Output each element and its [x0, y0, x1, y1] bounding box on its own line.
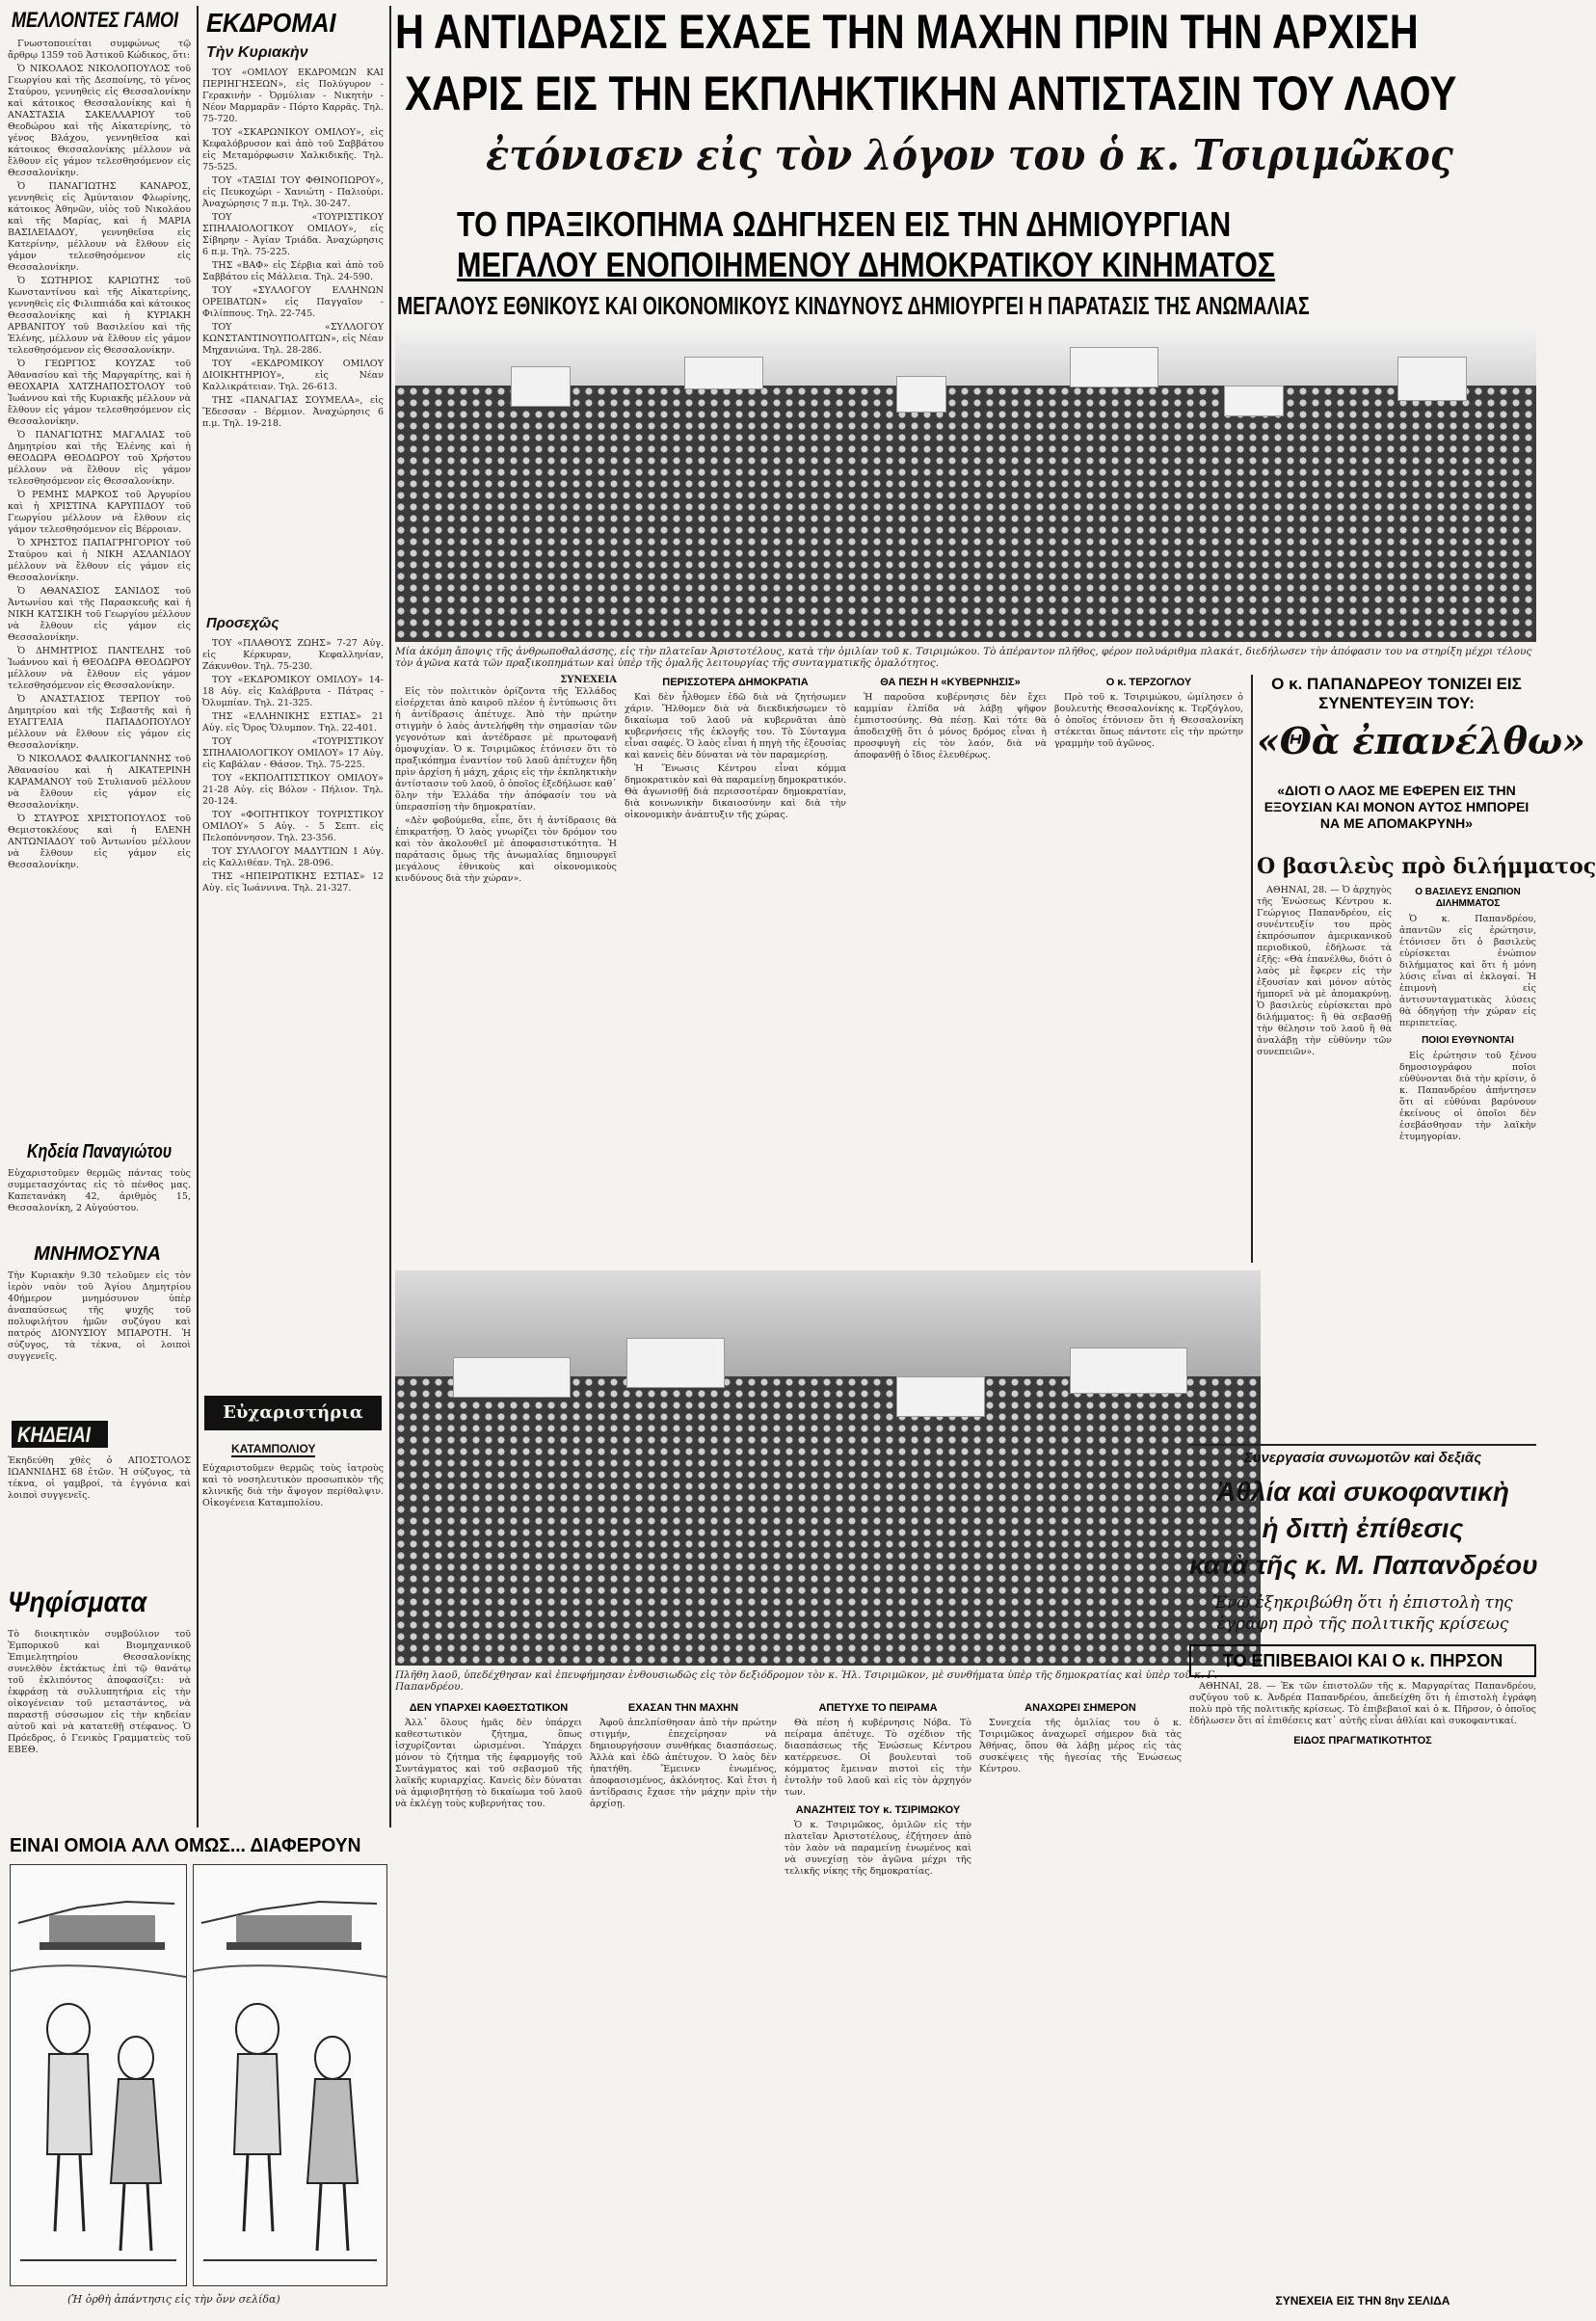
- article-paragraph-2: «Δὲν φοβούμεθα, εἶπε, ὅτι ἡ ἀντίδρασις θὰ ἐπικρατήσῃ. Ὁ λαὸς γνωρίζει τὸν δρόμον του καὶ τὸν ἀκολουθεῖ μὲ ἀποφασιστικότητα. Ἡ παράτασις ὅμως τῆς ἀνωμαλίας δημιουργεῖ μεγάλους ἐθνικοὺς καὶ οἰκονομικοὺς κινδύνους διὰ τὴν χώραν».: [395, 815, 617, 884]
- article-subhead-1: ΠΕΡΙΣΣΟΤΕΡΑ ΔΗΜΟΚΡΑΤΙΑ: [662, 677, 809, 688]
- thanks-text: Εὐχαριστοῦμεν θερμῶς πάντας τοὺς συμμετασχόντας εἰς τὸ πένθος μας. Καπετανάκη 42, ἀριθμὸς 15, Θεσσαλονίκη, 2 Αὐγούστου.: [8, 1168, 191, 1214]
- interview-text: ΑΘΗΝΑΙ, 28. — Ὁ ἀρχηγὸς τῆς Ἑνώσεως Κέντρου κ. Γεώργιος Παπανδρέου, εἰς συνέντευξίν του πρὸς ἐκπρόσωπον ἀμερικανικοῦ περιοδικοῦ, ἐδήλωσε τὰ ἑξῆς: «Θὰ ἐπανέλθω, διότι ὁ λαὸς μὲ ἔφερεν εἰς τὴν ἐξουσίαν καὶ μόνον αὐτὸς ἠμπορεῖ νὰ μὲ ἀπομακρύνῃ. Ὁ βασιλεὺς εὑρίσκεται πρὸ διλήμματος: ἢ θὰ σεβασθῇ τὴν θέλησιν τοῦ λαοῦ ἢ θὰ ἀναλάβῃ τὴν εὐθύνην τῶν συνεπειῶν».: [1257, 885, 1392, 1057]
- attack-headline-2: ἡ διττὴ ἐπίθεσις: [1262, 1513, 1464, 1543]
- attack-headline-3: κατὰ τῆς κ. Μ. Παπανδρέου: [1189, 1550, 1538, 1580]
- photo-crowd-street: [395, 1270, 1261, 1666]
- article-paragraph-8: Θὰ πέση ἡ κυβέρνησις Νόβα. Τὸ πείραμα ἀπέτυχε. Τὸ σχέδιον τῆς διασπάσεως τῆς Ἑνώσεως Κέντρου κατέρρευσε. Οἱ βουλευταὶ τοῦ κόμματος ἔμειναν πιστοὶ εἰς τὴν ἐντολὴν τοῦ λαοῦ καὶ εἰς τὸν ἀρχηγόν των.: [785, 1718, 971, 1798]
- memorial-title: ΜΝΗΜΟΣΥΝΑ: [34, 1243, 161, 1265]
- article-paragraph-5: Ἀλλ᾽ ὅλους ἡμᾶς δὲν ὑπάρχει καθεστωτικὸν ζήτημα, ὅπως ἰσχυρίζονται ὡρισμένοι. Ὑπάρχει μόνον τὸ ζήτημα τῆς ἐφαρμογῆς τοῦ Συντάγματος καὶ τοῦ σεβασμοῦ τῆς λαϊκῆς κυριαρχίας. Κανεὶς δὲν δύναται νὰ ἀμφισβητήσῃ τὸ δικαίωμα τοῦ λαοῦ νὰ ἐκλέγῃ τοὺς κυβερνήτας του.: [395, 1718, 582, 1809]
- headline-line-3: ἐτόνισεν εἰς τὸν λόγον του ὁ κ. Τσιριμῶκος: [486, 131, 1453, 180]
- article-subhead-2: ΔΕΝ ΥΠΑΡΧΕΙ ΚΑΘΕΣΤΩΤΙΚΟΝ: [409, 1702, 569, 1714]
- article-col-3: [854, 675, 1047, 1259]
- article-col-1: [395, 675, 617, 1259]
- interview-subhead-2: Ο ΒΑΣΙΛΕΥΣ ΕΝΩΠΙΟΝ ΔΙΛΗΜΜΑΤΟΣ: [1415, 887, 1521, 909]
- cartoon-title: ΕΙΝΑΙ ΟΜΟΙΑ ΑΛΛ ΟΜΩΣ... ΔΙΑΦΕΡΟΥΝ: [10, 1835, 361, 1856]
- funeral-title-box: [12, 1421, 108, 1448]
- rule-left: [197, 6, 199, 1827]
- rule-right: [1251, 675, 1253, 1263]
- headline-line-2: ΧΑΡΙΣ ΕΙΣ ΤΗΝ ΕΚΠΛΗΚΤΙΚΗΝ ΑΝΤΙΣΤΑΣΙΝ ΤΟΥ ΛΑΟΥ: [405, 67, 1457, 120]
- rule-main: [389, 6, 391, 1827]
- weddings-title: ΜΕΛΛΟΝΤΕΣ ΓΑΜΟΙ: [12, 8, 179, 32]
- article-col-6: [590, 1700, 777, 2315]
- interview-quote: «Θὰ ἐπανέλθω»: [1257, 719, 1585, 762]
- article-col-2: [625, 675, 846, 1259]
- attack-sub: Ἐνῷ ἐξηκριβώθη ὅτι ἡ ἐπιστολὴ της ἐγράφη πρὸ τῆς πολιτικῆς κρίσεως: [1212, 1593, 1513, 1634]
- interview-head2: Ο βασιλεὺς πρὸ διλήμματος: [1257, 854, 1596, 879]
- photo1-caption: Μία ἀκόμη ἄποψις τῆς ἀνθρωποθαλάσσης, εἰς τὴν πλατεῖαν Ἀριστοτέλους, κατὰ τὴν ὁμιλίαν τοῦ κ. Τσιριμώκου. Τὸ ἀπέραντον πλῆθος, φέρον πολυάριθμα πλακάτ, διεδήλωσεν τὴν ἀπόφασιν του να στηρίξη μέχρι τέλους τὸν ἀγῶνα κατὰ τῶν πραξικοπημάτων καὶ ὑπὲρ τῆς ὁμαλῆς λειτουργίας τῆς συνταγματικῆς ὁμαλότητος.: [395, 646, 1532, 669]
- article-col-7: [785, 1700, 971, 2315]
- headline-line-1: Η ΑΝΤΙΔΡΑΣΙΣ ΕΧΑΣΕ ΤΗΝ ΜΑΧΗΝ ΠΡΙΝ ΤΗΝ ΑΡΧΙΣΗ: [395, 5, 1419, 59]
- second-column: [202, 6, 386, 1827]
- memorial-text: Τὴν Κυριακὴν 9.30 τελοῦμεν εἰς τὸν ἱερὸν ναὸν τοῦ Ἁγίου Δημητρίου 40ήμερον μνημόσυνον ὑπὲρ ἀναπαύσεως τῆς ψυχῆς τοῦ πολυφιλήτου ἡμῶν συζύγου καὶ πατρός ΔΙΟΝΥΣΙΟΥ ΜΠΑΡΟΤΗ. Ἡ σύζυγος, τὰ τέκνα, οἱ λοιποὶ συγγενεῖς.: [8, 1270, 191, 1362]
- article-paragraph-10: Συνεχεία τῆς ὁμιλίας του ὁ κ. Τσιριμῶκος ἀναχωρεῖ σήμερον διὰ τὰς Ἀθήνας, ὅπου θὰ λάβῃ μέρος εἰς τὰς συσκέψεις τῆς ἡγεσίας τῆς Ἑνώσεως Κέντρου.: [979, 1718, 1182, 1774]
- cartoon-drawing-left: [11, 1865, 186, 2285]
- interview-text-2: Ὁ κ. Παπανδρέου, ἀπαντῶν εἰς ἐρώτησιν, ἐτόνισεν ὅτι ὁ βασιλεὺς εὑρίσκεται ἐνώπιον διλήμματος καὶ ὅτι ἡ μόνη λύσις εἶναι αἱ ἐκλογαί. Ἡ ἐπιμονὴ εἰς ἀντισυνταγματικὰς λύσεις θὰ ὁδηγήσῃ τὴν χώραν εἰς περιπετείας.: [1399, 914, 1536, 1028]
- excursions-text: ΤΟΥ «ΟΜΙΛΟΥ ΕΚΔΡΟΜΩΝ ΚΑΙ ΠΕΡΙΗΓΗΣΕΩΝ», εἰς Πολύγυρον - Γερακινὴν - Ὀρμύλιαν - Νικητὴν - Νέον Μαρμαρᾶν - Πόρτο Καρρᾶς. Τηλ. 75-720. ΤΟΥ «ΣΚΑΡΩΝΙΚΟΥ ΟΜΙΛΟΥ», εἰς Κεφαλόβρυσον καὶ ἀπὸ τοῦ Σαββάτου εἰς Μεταμόρφωσιν Χαλκιδικῆς. Τηλ. 75-525. ΤΟΥ «ΤΑΞΙΔΙ ΤΟΥ ΦΘΙΝΟΠΩΡΟΥ», εἰς Πευκοχώρι - Χανιώτη - Παλιούρι. Ἀναχώρησις 7 π.μ. Τηλ. 30-247. ΤΟΥ «ΤΟΥΡΙΣΤΙΚΟΥ ΣΠΗΛΑΙΟΛΟΓΙΚΟΥ ΟΜΙΛΟΥ», εἰς Σίβηρην - Ἁγίαν Τριάδα. Ἀναχώρησις 6 π.μ. Τηλ. 75-225. ΤΗΣ «ΒΑΦ» εἰς Σέρβια καὶ ἀπὸ τοῦ Σαββάτου εἰς Μάλλεια. Τηλ. 24-590. ΤΟΥ «ΣΥΛΛΟΓΟΥ ΕΛΛΗΝΩΝ ΟΡΕΙΒΑΤΩΝ» εἰς Παγγαῖον - Φιλίππους. Τηλ. 22-745. ΤΟΥ «ΣΥΛΛΟΓΟΥ ΚΩΝΣΤΑΝΤΙΝΟΥΠΟΛΙΤΩΝ», εἰς Νέαν Μηχανιώνα. Τηλ. 28-286. ΤΟΥ «ΕΚΔΡΟΜΙΚΟΥ ΟΜΙΛΟΥ ΔΙΟΙΚΗΤΗΡΙΟΥ», εἰς Νέαν Καλλικράτειαν. Τηλ. 26-613. ΤΗΣ «ΠΑΝΑΓΙΑΣ ΣΟΥΜΕΛΑ», εἰς Ἔδεσσαν - Βέρμιον. Ἀναχώρησις 6 π.μ. Τηλ. 19-218.: [202, 67, 384, 429]
- photo-crowd-square: [395, 328, 1536, 642]
- cartoon-panel-right: [193, 1864, 387, 2286]
- funeral-text: Ἐκηδεύθη χθὲς ὁ ΑΠΟΣΤΟΛΟΣ ΙΩΑΝΝΙΔΗΣ 68 ἐτῶν. Ἡ σύζυγος, τὰ τέκνα, οἱ γαμβροί, τὰ ἐγγόνια καὶ λοιποὶ συγγενεῖς.: [8, 1455, 191, 1501]
- upcoming-text: ΤΟΥ «ΠΛΑΘΟΥΣ ΖΩΗΣ» 7-27 Αὐγ. εἰς Κέρκυραν, Κεφαλληνίαν, Ζάκυνθον. Τηλ. 75-230. ΤΟΥ «ΕΚΔΡΟΜΙΚΟΥ ΟΜΙΛΟΥ» 14-18 Αὐγ. εἰς Καλάβρυτα - Πάτρας - Ὀλυμπίαν. Τηλ. 21-325. ΤΗΣ «ΕΛΛΗΝΙΚΗΣ ΕΣΤΙΑΣ» 21 Αὐγ. εἰς Ὄρος Ὄλυμπον. Τηλ. 22-401. ΤΟΥ «ΤΟΥΡΙΣΤΙΚΟΥ ΣΠΗΛΑΙΟΛΟΓΙΚΟΥ ΟΜΙΛΟΥ» 17 Αὐγ. εἰς Καβάλαν - Θάσον. Τηλ. 75-225. ΤΟΥ «ΕΚΠΟΛΙΤΙΣΤΙΚΟΥ ΟΜΙΛΟΥ» 21-28 Αὐγ. εἰς Βόλον - Πήλιον. Τηλ. 20-124. ΤΟΥ «ΦΟΙΤΗΤΙΚΟΥ ΤΟΥΡΙΣΤΙΚΟΥ ΟΜΙΛΟΥ» 5 Αὐγ. - 5 Σεπτ. εἰς Πελοπόννησον. Τηλ. 23-356. ΤΟΥ ΣΥΛΛΟΓΟΥ ΜΑΔΥΤΙΩΝ 1 Αὐγ. εἰς Καλλιθέαν. Τηλ. 28-096. ΤΗΣ «ΗΠΕΙΡΩΤΙΚΗΣ ΕΣΤΙΑΣ» 12 Αὐγ. εἰς Ἰωάννινα. Τηλ. 21-327.: [202, 638, 384, 894]
- upcoming-title: Προσεχῶς: [206, 615, 279, 631]
- article-subhead-3: ΕΧΑΣΑΝ ΤΗΝ ΜΑΧΗΝ: [627, 1702, 739, 1714]
- article-paragraph-1: Εἰς τὸν πολιτικὸν ὁρίζοντα τῆς Ἑλλάδος εἰσέρχεται ἀπὸ καιροῦ πλέον ἡ ἐντύπωσις ὅτι ἡ ἀντίδρασις ἀπέτυχε. Ἀπὸ τὴν πρώτην στιγμὴν ὁ λαὸς ἀντελήφθη τὴν σημασίαν τῶν γεγονότων καὶ ἀντέδρασε μὲ πρωτοφανῆ ὁμοψυχίαν. Ὁ κ. Τσιριμῶκος ἐτόνισεν ὅτι τὸ πραξικόπημα ἐναντίον τοῦ λαοῦ ἀπέτυχεν ἤδη πρὶν ἀρχίση ἡ μάχη, χάρις εἰς τὴν ἐκπληκτικὴν ἀντίστασιν τοῦ λαοῦ, ὁ ὁποῖος ἐξεδήλωσε καθ᾽ ὅλην τὴν Ἑλλάδα τὴν ἀπόφασίν του νὰ ὑπερασπίσῃ τὴν δημοκρατίαν.: [395, 686, 617, 813]
- interview-subhead-3: ΠΟΙΟΙ ΕΥΘΥΝΟΝΤΑΙ: [1422, 1035, 1514, 1046]
- attack-sub2-box: [1189, 1644, 1536, 1677]
- article-paragraph-3: Καὶ δὲν ἦλθομεν ἐδῶ διὰ νὰ ζητήσωμεν χάριν. Ἤλθομεν διὰ νὰ διεκδικήσωμεν τὸ δικαίωμα τοῦ λαοῦ νὰ κυβερνᾶται ἀπὸ κυβερνήσεις τῆς ἐκλογῆς του. Τὸ Σύνταγμα εἶναι σαφές. Ὁ λαὸς εἶναι ἡ πηγὴ τῆς ἐξουσίας καὶ κανεὶς δὲν δύναται νὰ τὸν παραμερίσῃ.: [625, 692, 846, 760]
- headline-line-6: ΜΕΓΑΛΟΥΣ ΕΘΝΙΚΟΥΣ ΚΑΙ ΟΙΚΟΝΟΜΙΚΟΥΣ ΚΙΝΔΥΝΟΥΣ ΔΗΜΙΟΥΡΓΕΙ Η ΠΑΡΑΤΑΣΙΣ ΤΗΣ ΑΝΩΜΑΛΙΑΣ: [397, 291, 1310, 320]
- article-continued-label: ΣΥΝΕΧΕΙΑ: [560, 675, 617, 685]
- headline-line-4: ΤΟ ΠΡΑΞΙΚΟΠΗΜΑ ΩΔΗΓΗΣΕΝ ΕΙΣ ΤΗΝ ΔΗΜΙΟΥΡΓΙΑΝ: [457, 204, 1232, 244]
- cartoon-panel-left: [10, 1864, 187, 2286]
- article-subhead-7: ΑΝΑΧΩΡΕΙ ΣΗΜΕΡΟΝ: [1024, 1702, 1136, 1714]
- attack-headline-1: Ἀθλία καὶ συκοφαντικὴ: [1216, 1477, 1509, 1507]
- article-subhead-4: ΘΑ ΠΕΣΗ Η «ΚΥΒΕΡΝΗΣΙΣ»: [880, 677, 1021, 688]
- decisions-text: Τὸ διοικητικὸν συμβούλιον τοῦ Ἐμπορικοῦ καὶ Βιομηχανικοῦ Ἐπιμελητηρίου Θεσσαλονίκης συνελθὸν ἐκτάκτως ἐπὶ τῷ θανάτῳ τοῦ ἐκλιπόντος ἀποφασίζει: νὰ ἐκφράσῃ τὰ συλλυπητήρια εἰς τὴν οἰκογένειαν τοῦ μεταστάντος, νὰ παραστῇ σύσσωμον εἰς τὴν κηδείαν αὐτοῦ καὶ νὰ κατατεθῇ στέφανος. Ὁ Πρόεδρος, ὁ Γενικὸς Γραμματεὺς τοῦ ΕΒΕΘ.: [8, 1629, 191, 1755]
- attack-sub2: ΤΟ ΕΠΙΒΕΒΑΙΟΙ ΚΑΙ Ο κ. ΠΗΡΣΟΝ: [1222, 1651, 1503, 1670]
- thanks-box-title: Εὐχαριστήρια: [223, 1402, 363, 1423]
- article-paragraph-11: Πρὸ τοῦ κ. Τσιριμώκου, ὡμίλησεν ὁ βουλευτὴς Θεσσαλονίκης κ. Τερζόγλου, ὁ ὁποῖος ἐτόνισεν ὅτι ἡ Θεσσαλονίκη στέκεται ὅπως πάντοτε εἰς τὴν πρώτην γραμμὴν τοῦ ἀγῶνος.: [1054, 692, 1243, 749]
- decisions-title: Ψηφίσματα: [8, 1587, 147, 1618]
- article-col-5: [395, 1700, 582, 2315]
- article-subhead-5: ΑΠΕΤΥΧΕ ΤΟ ΠΕΙΡΑΜΑ: [818, 1702, 938, 1714]
- thanks-box-text: Εὐχαριστοῦμεν θερμῶς τοὺς ἰατροὺς καὶ τὸ νοσηλευτικὸν προσωπικὸν τῆς κλινικῆς διὰ τὴν ἄψογον περίθαλψιν. Οἰκογένεια Καταμπολίου.: [202, 1463, 384, 1508]
- photo2-caption: Πλῆθη λαοῦ, ὑπεδέχθησαν καὶ ἐπευφήμησαν ἐνθουσιωδῶς εἰς τὸν δεξιόδρομον τὸν κ. Ἠλ. Τσιριμῶκον, μὲ συνθήματα ὑπὲρ τῆς δημοκρατίας καὶ ὑπὲρ τοῦ κ. Γ. Παπανδρέου.: [395, 1669, 1218, 1693]
- article-paragraph-9: Ὁ κ. Τσιριμῶκος, ὁμιλῶν εἰς τὴν πλατεῖαν Ἀριστοτέλους, ἐζήτησεν ἀπὸ τὸν λαὸν νὰ παραμείνῃ ἑνωμένος καὶ νὰ συνεχίσῃ τὸν ἀγῶνα μέχρι τῆς τελικῆς νίκης τῆς δημοκρατίας.: [785, 1820, 971, 1877]
- attack-text: ΑΘΗΝΑΙ, 28. — Ἐκ τῶν ἐπιστολῶν τῆς κ. Μαργαρίτας Παπανδρέου, συζύγου τοῦ κ. Ἀνδρέα Παπανδρέου, ἀπεδείχθη ὅτι ἡ ἐπιστολὴ ἐγράφη πολὺ πρὸ τῆς πολιτικῆς κρίσεως. Τὸ ἐπιβεβαιοῖ καὶ ὁ κ. Πῆρσον, ὁ ὁποῖος ἐδήλωσεν ὅτι αἱ ἐπιθέσεις κατ᾽ αὐτῆς εἶναι ἀθλίαι καὶ συκοφαντικαί. ΕΙΔΟΣ ΠΡΑΓΜΑΤΙΚΟΤΗΤΟΣ: [1189, 1681, 1536, 1747]
- article-paragraph-7: Ἡ παροῦσα κυβέρνησις δὲν ἔχει καμμίαν ἐλπίδα νὰ λάβῃ ψῆφον ἐμπιστοσύνης. Θὰ πέσῃ. Καὶ τότε θὰ ἀποδειχθῇ ὅτι ὁ μόνος δρόμος εἶναι ἡ προσφυγὴ εἰς τὸν λαόν, διὰ νὰ ἀποφανθῇ ὁ ἴδιος ἐλευθέρως.: [854, 692, 1047, 760]
- cartoon-drawing-right: [194, 1865, 386, 2285]
- article-subhead-6: ΑΝΑΖΗΤΕΙΣ ΤΟΥ κ. ΤΣΙΡΙΜΩΚΟΥ: [795, 1804, 961, 1816]
- weddings-text: Γνωστοποιείται συμφώνως τῷ ἄρθρῳ 1359 τοῦ Ἀστικοῦ Κώδικος, ὅτι: Ὁ ΝΙΚΟΛΑΟΣ ΝΙΚΟΛΟΠΟΥΛΟΣ τοῦ Γεωργίου καὶ τῆς Δεσποίνης, τὸ γένος Σταύρου, γεννηθεὶς εἰς Θεσσαλονίκην καὶ κάτοικος Θεσσαλονίκης καὶ ἡ ΑΝΑΣΤΑΣΙΑ ΣΑΚΕΛΛΑΡΙΟΥ τοῦ Θεοδώρου καὶ τῆς Αἰκατερίνης, τὸ γένος Βλάχου, γεννηθεῖσα καὶ κάτοικος Θεσσαλονίκης μέλλουν νὰ ἔλθουν εἰς γάμον τελεσθησόμενον εἰς Θεσσαλονίκην. Ὁ ΠΑΝΑΓΙΩΤΗΣ ΚΑΝΑΡΟΣ, γεννηθεὶς εἰς Ἀμύνταιον Φλωρίνης, κάτοικος Ἀθηνῶν, υἱὸς τοῦ Νικολάου καὶ τῆς Μαρίας, καὶ ἡ ΜΑΡΙΑ ΒΑΣΙΛΕΙΑΔΟΥ, γεννηθεῖσα εἰς Κατερίνην, μέλλουν νὰ ἔλθουν εἰς γάμον τελεσθησόμενον εἰς Θεσσαλονίκην. Ὁ ΣΩΤΗΡΙΟΣ ΚΑΡΙΩΤΗΣ τοῦ Κωνσταντίνου καὶ τῆς Αἰκατερίνης, γεννηθεὶς εἰς Φιλιππιάδα καὶ κάτοικος Θεσσαλονίκης καὶ ἡ ΚΥΡΙΑΚΗ ΑΡΒΑΝΙΤΟΥ τοῦ Βασιλείου καὶ τῆς Ἑλένης, μέλλουν νὰ ἔλθουν εἰς γάμον τελεσθησόμενον εἰς Θεσσαλονίκην. Ὁ ΓΕΩΡΓΙΟΣ ΚΟΥΖΑΣ τοῦ Ἀθανασίου καὶ τῆς Μαργαρίτης, καὶ ἡ ΘΕΟΧΑΡΙΑ ΧΑΤΖΗΑΠΟΣΤΟΛΟΥ τοῦ Ἰωάννου καὶ τῆς Κυριακῆς μέλλουν νὰ ἔλθουν εἰς γάμον τελεσθησόμενον εἰς Θεσσαλονίκην. Ὁ ΠΑΝΑΓΙΩΤΗΣ ΜΑΓΑΛΙΑΣ τοῦ Δημητρίου καὶ τῆς Ἑλένης καὶ ἡ ΘΕΟΔΩΡΑ ΘΕΟΔΩΡΟΥ τοῦ Χρήστου μέλλουν νὰ ἔλθουν εἰς γάμον τελεσθησόμενον εἰς Θεσσαλονίκην. Ὁ ΡΕΜΗΣ ΜΑΡΚΟΣ τοῦ Ἀργυρίου καὶ ἡ ΧΡΙΣΤΙΝΑ ΚΑΡΥΠΙΔΟΥ τοῦ Γεωργίου μέλλουν νὰ ἔλθουν εἰς γάμον τελεσθησόμενον εἰς Βέρροιαν. Ὁ ΧΡΗΣΤΟΣ ΠΑΠΑΓΡΗΓΟΡΙΟΥ τοῦ Σταύρου καὶ ἡ ΝΙΚΗ ΑΣΛΑΝΙΔΟΥ μέλλουν νὰ ἔλθουν εἰς γάμον εἰς Θεσσαλονίκην. Ὁ ΑΘΑΝΑΣΙΟΣ ΣΑΝΙΔΟΣ τοῦ Ἀντωνίου καὶ τῆς Παρασκευῆς καὶ ἡ ΝΙΚΗ ΚΑΤΣΙΚΗ τοῦ Γεωργίου μέλλουν νὰ ἔλθουν εἰς γάμον εἰς Θεσσαλονίκην. Ὁ ΔΗΜΗΤΡΙΟΣ ΠΑΝΤΕΛΗΣ τοῦ Ἰωάννου καὶ ἡ ΘΕΟΔΩΡΑ ΘΕΟΔΩΡΟΥ μέλλουν νὰ ἔλθουν εἰς γάμον τελεσθησόμενον εἰς Θεσσαλονίκην. Ὁ ΑΝΑΣΤΑΣΙΟΣ ΤΕΡΠΟΥ τοῦ Δημητρίου καὶ τῆς Σεβαστῆς καὶ ἡ ΕΥΑΓΓΕΛΙΑ ΠΑΠΑΔΟΠΟΥΛΟΥ μέλλουν νὰ ἔλθουν εἰς γάμον εἰς Θεσσαλονίκην. Ὁ ΝΙΚΟΛΑΟΣ ΦΑΛΙΚΟΓΙΑΝΝΗΣ τοῦ Ἀθανασίου καὶ ἡ ΑΙΚΑΤΕΡΙΝΗ ΚΑΡΑΜΑΝΟΥ τοῦ Στυλιανοῦ μέλλουν νὰ ἔλθουν εἰς γάμον εἰς Θεσσαλονίκην. Ὁ ΣΤΑΥΡΟΣ ΧΡΙΣΤΟΠΟΥΛΟΣ τοῦ Θεμιστοκλέους καὶ ἡ ΕΛΕΝΗ ΑΝΤΩΝΙΑΔΟΥ τοῦ Ἀντωνίου μέλλουν νὰ ἔλθουν εἰς γάμον εἰς Θεσσαλονίκην.: [8, 39, 191, 870]
- thanks-title: Κηδεία Παναγιώτου: [27, 1141, 173, 1162]
- interview-col-1: [1257, 885, 1392, 1353]
- interview-text-3: Εἰς ἐρώτησιν τοῦ ξένου δημοσιογράφου ποῖοι εὐθύνονται διὰ τὴν κρίσιν, ὁ κ. Παπανδρέου ἀπήντησεν ὅτι αἱ εὐθύναι βαρύνουν ἐκείνους οἱ ὁποῖοι δὲν ἐσεβάσθησαν τὴν λαϊκὴν ἐτυμηγορίαν.: [1399, 1051, 1536, 1142]
- interview-sub: «ΔΙΟΤΙ Ο ΛΑΟΣ ΜΕ ΕΦΕΡΕΝ ΕΙΣ ΤΗΝ ΕΞΟΥΣΙΑΝ ΚΑΙ ΜΟΝΟΝ ΑΥΤΟΣ ΗΜΠΟΡΕΙ ΝΑ ΜΕ ΑΠΟΜΑΚΡΥΝΗ»: [1264, 783, 1530, 831]
- article-subhead-8: Ο κ. ΤΕΡΖΟΓΛΟΥ: [1105, 677, 1192, 688]
- attack-footer-sub: ΕΙΔΟΣ ΠΡΑΓΜΑΤΙΚΟΤΗΤΟΣ: [1293, 1735, 1432, 1747]
- excursions-title: ΕΚΔΡΟΜΑΙ: [206, 8, 336, 38]
- attack-kicker: Συνεργασία συνωμοτῶν καὶ δεξιᾶς: [1243, 1450, 1482, 1466]
- rule-attack-top: [1189, 1444, 1536, 1446]
- excursions-subtitle: Τὴν Κυριακὴν: [206, 44, 308, 61]
- article-col-8: [979, 1700, 1182, 2315]
- attack-footer: ΣΥΝΕΧΕΙΑ ΕΙΣ ΤΗΝ 8ην ΣΕΛΙΔΑ: [1275, 2294, 1450, 2308]
- interview-col-2: [1399, 885, 1536, 1353]
- article-paragraph-4: Ἡ Ἕνωσις Κέντρου εἶναι κόμμα δημοκρατικὸν καὶ θὰ παραμείνῃ δημοκρατικόν. Θὰ ἀγωνισθῇ διὰ περισσοτέραν δημοκρατίαν, διὰ κοινωνικὴν δικαιοσύνην καὶ διὰ τὴν οἰκονομικὴν ἀνάπτυξιν τῆς χώρας.: [625, 763, 846, 820]
- cartoon-caption: (Ἡ ὀρθὴ ἀπάντησις εἰς τὴν ὄνν σελίδα): [67, 2293, 280, 2306]
- funeral-title: ΚΗΔΕΙΑΙ: [17, 1423, 91, 1447]
- article-paragraph-6: Ἀφοῦ ἀπελπίσθησαν ἀπὸ τὴν πρώτην στιγμήν, ἐπεχείρησαν νὰ δημιουργήσουν συνθήκας διασπάσεως. Ἀλλὰ καὶ ἐδῶ ἀπέτυχον. Ὁ λαὸς δὲν ἠπατήθη. Ἔμεινεν ἑνωμένος, ἀποφασισμένος, ἀκλόνητος. Καὶ ἔτσι ἡ ἀντίδρασις ἔχασε τὴν μάχην πρὶν τὴν ἀρχίσῃ.: [590, 1718, 777, 1809]
- article-col-4: [1054, 675, 1243, 1259]
- thanks-box: [204, 1396, 382, 1430]
- thanks-sub: ΚΑΤΑΜΠΟΛΙΟΥ: [231, 1442, 316, 1455]
- headline-line-5: ΜΕΓΑΛΟΥ ΕΝΟΠΟΙΗΜΕΝΟΥ ΔΗΜΟΚΡΑΤΙΚΟΥ ΚΙΝΗΜΑΤΟΣ: [457, 245, 1276, 284]
- interview-kicker: Ο κ. ΠΑΠΑΝΔΡΕΟΥ ΤΟΝΙΖΕΙ ΕΙΣ ΣΥΝΕΝΤΕΥΞΙΝ ΤΟΥ:: [1271, 675, 1522, 712]
